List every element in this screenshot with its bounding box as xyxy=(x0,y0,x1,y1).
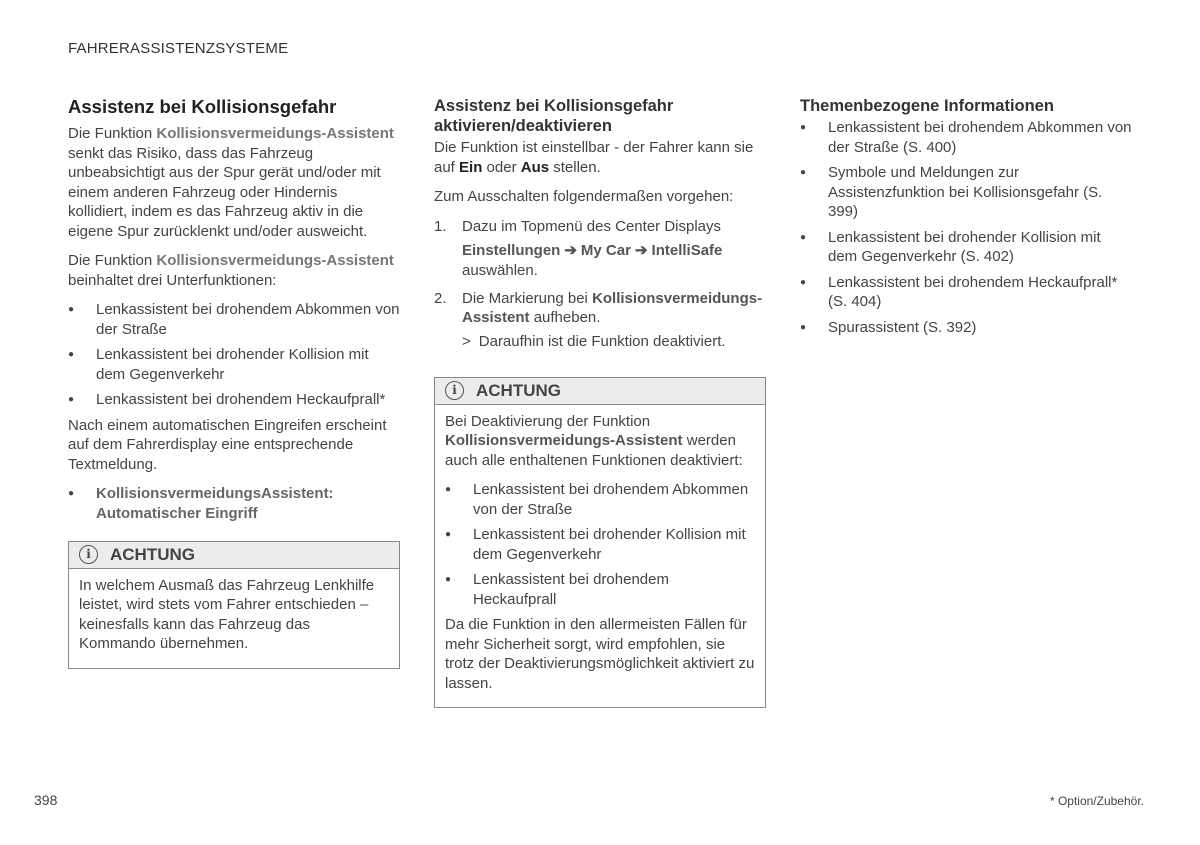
warning-title: ACHTUNG xyxy=(110,545,195,564)
footnote: * Option/Zubehör. xyxy=(1049,794,1144,808)
text-span: Die Funktion ist einstellbar - der Fahrer kann sie auf xyxy=(434,139,754,176)
arrow-right-icon: ➔ xyxy=(564,242,577,259)
text-span: beinhaltet drei Unterfunktionen: xyxy=(68,271,277,289)
related-info-title: Themenbezogene Informationen xyxy=(800,97,1054,115)
subfunction-list xyxy=(68,300,400,410)
function-term: Kollisionsvermeidungs-Assistent xyxy=(156,125,394,142)
section-header: FAHRERASSISTENZSYSTEME xyxy=(68,40,289,57)
menu-path xyxy=(462,240,766,261)
step-number: 2. xyxy=(434,289,447,307)
menu-path-settings: Einstellungen xyxy=(462,242,561,259)
warning-header xyxy=(69,542,399,569)
function-term: Kollisionsvermeidungs-Assistent xyxy=(156,252,394,269)
info-circle-icon: i xyxy=(79,545,98,564)
column-3 xyxy=(800,96,1132,343)
warning-recommendation: Da die Funktion in den allermeisten Fällen für mehr Sicherheit sorgt, wird empfohlen, sie trotz der Deaktivierungsmöglichkeit aktiviert zu lassen. xyxy=(445,616,755,692)
list-item: ● Lenkassistent bei drohendem Abkommen von der Straße xyxy=(68,300,400,339)
warning-title: ACHTUNG xyxy=(476,381,561,400)
menu-path-intellisafe: IntelliSafe xyxy=(651,242,723,259)
column-1 xyxy=(68,96,400,669)
warning-text xyxy=(445,412,755,471)
intro-paragraph xyxy=(434,138,766,177)
related-link[interactable]: ● Lenkassistent bei drohender Kollision mit dem Gegenverkehr (S. 402) xyxy=(800,228,1132,267)
related-link[interactable]: ● Symbole und Meldungen zur Assistenzfunktion bei Kollisionsgefahr (S. 399) xyxy=(800,163,1132,222)
warning-text: In welchem Ausmaß das Fahrzeug Lenkhilfe leistet, wird stets vom Fahrer entschieden – keinesfalls kann das Fahrzeug das Kommando übernehmen. xyxy=(79,576,375,652)
warning-body xyxy=(435,405,765,708)
page-number: 398 xyxy=(34,792,58,808)
step-2 xyxy=(434,289,766,328)
related-link[interactable]: ● Lenkassistent bei drohendem Heckaufprall* (S. 404) xyxy=(800,273,1132,312)
text-span: Bei Deaktivierung der Funktion xyxy=(445,412,651,430)
message-paragraph: Nach einem automatischen Eingreifen erscheint auf dem Fahrerdisplay eine entsprechende Textmeldung. xyxy=(68,416,387,473)
warning-body xyxy=(69,569,399,668)
text-span: senkt das Risiko, dass das Fahrzeug unbeabsichtigt aus der Spur gerät und/oder mit einem anderen Fahrzeug oder Hindernis kollidiert, indem es das Fahrzeug aktiv in die eigene Spur zurücklenkt und/oder ausweicht. xyxy=(68,144,381,240)
message-list xyxy=(68,484,400,523)
info-circle-icon: i xyxy=(445,381,464,400)
warning-header xyxy=(435,378,765,405)
text-span: Die Funktion xyxy=(68,252,157,269)
list-item: ● Lenkassistent bei drohendem Abkommen von der Straße xyxy=(445,480,755,519)
intro-paragraph xyxy=(68,124,400,241)
menu-path-mycar: My Car xyxy=(580,242,631,259)
related-link[interactable]: ● Spurassistent (S. 392) xyxy=(800,318,1132,338)
step-result xyxy=(434,332,766,352)
step-1 xyxy=(434,217,766,281)
text-span: oder xyxy=(482,158,521,176)
result-marker: > xyxy=(462,332,471,350)
column-2 xyxy=(434,96,766,708)
warning-list xyxy=(445,480,755,609)
setting-on: Ein xyxy=(459,158,483,176)
display-message: ● KollisionsvermeidungsAssistent: Automatischer Eingriff xyxy=(68,484,400,523)
related-links xyxy=(800,118,1132,337)
list-item: ● Lenkassistent bei drohendem Heckaufprall* xyxy=(68,390,400,410)
procedure-intro: Zum Ausschalten folgendermaßen vorgehen: xyxy=(434,188,734,205)
related-link[interactable]: ● Lenkassistent bei drohendem Abkommen von der Straße (S. 400) xyxy=(800,118,1132,157)
warning-box xyxy=(434,377,766,708)
step-text-end: auswählen. xyxy=(462,262,538,279)
setting-off: Aus xyxy=(520,158,550,176)
subfunctions-paragraph xyxy=(68,251,400,290)
section-title: Assistenz bei Kollisionsgefahr xyxy=(68,96,337,117)
list-item: ● Lenkassistent bei drohender Kollision mit dem Gegenverkehr xyxy=(68,345,400,384)
text-span: werden auch alle enthaltenen Funktionen deaktiviert: xyxy=(445,432,743,469)
text-span: Die Markierung bei xyxy=(462,289,593,307)
section-title: Assistenz bei Kollisionsgefahr aktivieren/deaktivieren xyxy=(434,97,674,135)
result-text: Daraufhin ist die Funktion deaktiviert. xyxy=(478,332,726,350)
step-number: 1. xyxy=(434,217,447,235)
text-span: aufheben. xyxy=(529,309,601,326)
function-term: Kollisionsvermeidungs-Assistent xyxy=(462,289,763,326)
list-item: ● Lenkassistent bei drohendem Heckaufprall xyxy=(445,570,755,609)
list-item: ● Lenkassistent bei drohender Kollision mit dem Gegenverkehr xyxy=(445,525,755,564)
text-span: Die Funktion xyxy=(68,125,157,142)
function-term: Kollisionsvermeidungs-Assistent xyxy=(445,432,683,449)
procedure-steps xyxy=(434,217,766,328)
arrow-right-icon: ➔ xyxy=(634,242,648,259)
text-span: stellen. xyxy=(549,158,601,176)
step-text: Dazu im Topmenü des Center Displays xyxy=(462,217,722,235)
warning-box xyxy=(68,541,400,669)
